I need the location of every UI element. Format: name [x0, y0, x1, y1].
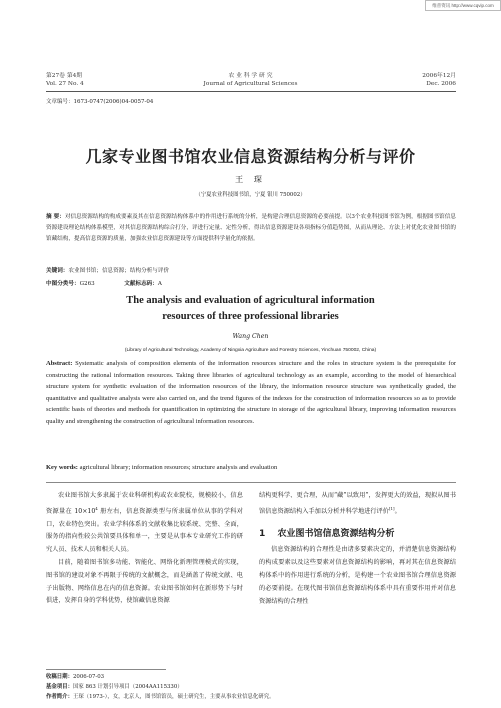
- volume-en: Vol. 27 No. 4: [46, 80, 84, 87]
- affiliation-en: (Library of Agricultural Technology, Academy of Ningxia Agriculture and Forestry Sciences, Yinchuan 750002, China): [124, 348, 377, 353]
- article-number: 文章编号：1673-0747(2006)04-0057-04: [46, 99, 154, 105]
- footnote-author: 作者简介：王琛（1973-），女，北京人，图书馆馆员，硕士研究生，主要从事农业信息化研究。: [46, 694, 275, 700]
- footnote-rule: [46, 669, 166, 670]
- abstract-en: [46, 358, 456, 428]
- doc-code-value: A: [157, 281, 162, 287]
- section-title: 农业图书馆信息资源结构分析: [277, 528, 395, 539]
- doc-code-label: 文献标志码：: [124, 281, 158, 287]
- affiliation-cn: （宁夏农业科技图书馆，宁夏 银川 750002）: [195, 192, 306, 198]
- clc-value: G263: [79, 281, 95, 287]
- author-en: Wang Chen: [232, 333, 269, 340]
- title-en-line1: The analysis and evaluation of agricultural information: [126, 295, 375, 306]
- keywords-cn-label: 关键词：: [46, 268, 69, 274]
- keywords-en-text: agricultural library; information resources; structure analysis and evaluation: [79, 464, 278, 471]
- keywords-en: [46, 464, 456, 471]
- body-paragraph: 目前，随着图书馆多功能、智能化、网络化新理管理模式的实现，图书馆的建设对象不再限于传统的文献概念，而是涵盖了传统文献、电子出版物、网络信息在内的信息资源。农业图书馆如何在新形势下与时俱进，发挥自身的学科优势，使馆藏信息资源: [46, 559, 243, 605]
- journal-name-en: Journal of Agricultural Sciences: [203, 80, 298, 87]
- body-paragraph: 结构更科学、更合理，从而“藏”以致用”，发挥更大的效益，现拟从图书馆信息资源结构入手加以分析并科学地进行评价[1]。: [259, 492, 456, 515]
- journal-name-cn: 农 业 科 学 研 究: [228, 73, 273, 79]
- keywords-en-label: Key words:: [46, 464, 78, 471]
- author-cn: 王 琛: [235, 174, 266, 184]
- issue-date-cn: 2006年12月: [422, 73, 456, 79]
- body-right-column: [259, 490, 456, 608]
- abstract-en-text: Systematic analysis of composition elements of the information resources structure and the roles in structure system is the prerequisite for constructing the rational information resources. Taking three libraries of agricultural technology as an example, according to the model of hierarchical structure system for synthetic evaluation of the information resources of the library, the information resource structure was synthetically graded, the quantitative and qualitative analysis were also carried on, and the trend figures of the indexes for the construction of information resources so as to provide scientific basis of theories and methods for quantification in optimizing the structure in storage of the agricultural library, improving information resources quality and strengthening the construction of agricultural information resources.: [46, 360, 457, 425]
- footnote-fund: 基金项目：国家 863 计划引导项目（2004AA115330）: [46, 684, 183, 690]
- clc-label: 中图分类号：: [46, 281, 80, 287]
- title-cn: 几家专业图书馆农业信息资源结构分析与评价: [85, 147, 416, 166]
- section-heading: [259, 528, 456, 541]
- footnote-received: 收稿日期：2006-07-03: [46, 674, 105, 680]
- abstract-separator: [46, 482, 456, 483]
- issue-date-en: Dec. 2006: [426, 80, 456, 87]
- abstract-en-label: Abstract:: [46, 360, 73, 367]
- keywords-cn: [46, 266, 169, 274]
- volume-cn: 第27卷 第4期: [46, 73, 83, 79]
- keywords-cn-text: 农业图书馆；信息资源；结构分析与评价: [68, 268, 170, 274]
- abstract-cn: [46, 212, 456, 245]
- body-left-column: [46, 490, 243, 608]
- issue-date: [422, 73, 456, 88]
- abstract-cn-label: 摘 要：: [46, 214, 65, 220]
- section-number: 1: [259, 528, 266, 539]
- abstract-cn-text: 对信息资源结构的构成要素及其在信息资源结构体系中的作用进行系统的分析，是构建合理信息资源的必要前提。以3个农业科技图书馆为例，根据图书馆信息资源建设理论结构体系模型，对其信息资源结构综合打分，评进行定量、定性分析，得出信息资源建设各项指标分值趋势图，从而从理论、方法上对优化农业图书馆的馆藏结构，提高信息资源的质量，加强农业信息资源建设等方面提供科学量化的依据。: [46, 214, 456, 242]
- body-paragraph: 农业图书馆大多隶属于农业科研机构或农业院校，规模较小，信息资源量在 $10\times 10^4$ 册左右，信息资源类型与所隶属单位从事的学科对口，农业特色突出。农业学科体系的文献收集比较系统、完整、全面，服务的指向性较公共馆要具体和单一，主要是从事本专业研究工作的研究人员、技术人员和相关人员。: [46, 492, 243, 554]
- body-paragraph: 信息资源结构的合理性是由诸多要素决定的，并清楚信息资源结构的构成要素以及这些要素对信息资源结构的影响，再对其在信息资源结构体系中的作用进行系统的分析，是构建一个农业图书馆合理信息资源的必要前提。在现代图书馆信息资源结构体系中具有重要作用并对信息资源结构的合理性: [259, 546, 456, 605]
- watermark: 维普资讯 http://www.cqvip.com: [425, 0, 501, 11]
- footnotes: [46, 672, 456, 702]
- title-en: [0, 293, 501, 324]
- title-en-line2: resources of three professional libraries: [162, 310, 339, 322]
- classification: [46, 279, 162, 287]
- header-rule: [46, 91, 456, 92]
